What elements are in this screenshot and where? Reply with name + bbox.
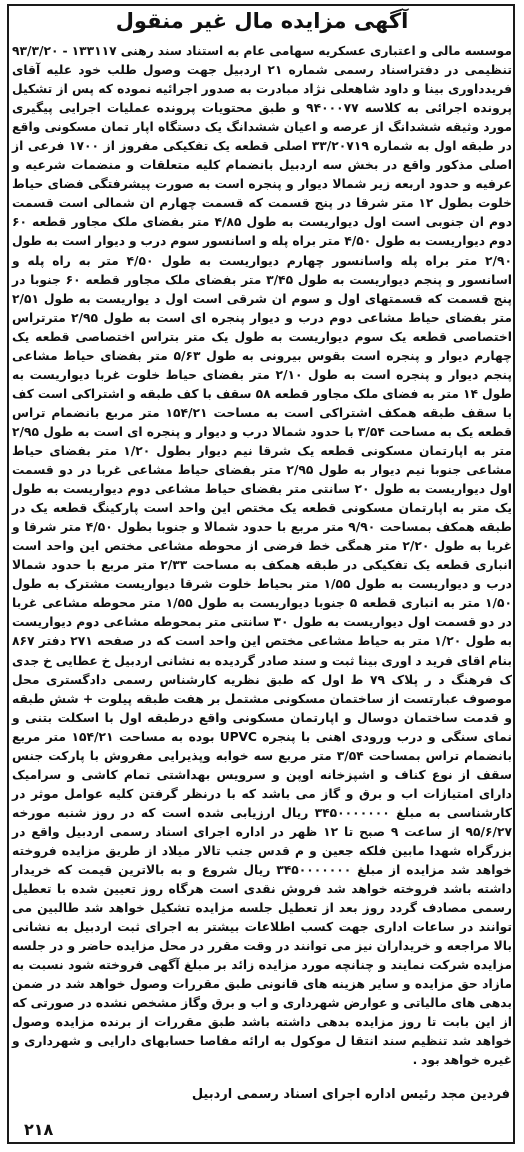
notice-body: موسسه مالی و اعتباری عسکریه سهامی عام به استناد سند رهنی ۱۳۳۱۱۷ - ۹۳/۳/۲۰ تنظیمی در دفتراسناد رسمی شماره ۲۱ اردبیل جهت وصول طلب خود علیه آقای فریدداوری بینا و داود شاهعلی نژاد مبادرت به صدور اجرائیه نموده که پس از تشکیل پرونده اجرائی به کلاسه ۹۴۰۰۰۷۷ و طبق محتویات پرونده عملیات اجرایی پیگیری مورد وثیقه ششدانگ از عرصه و اعیان ششدانگ یک دستگاه اپار تمان مسکونی واقع در طبقه اول به شماره ۳۳/۲۰۷۱۹ اصلی قطعه یک تفکیکی مفروز از ۱۷۰۰ فرعی از اصلی مذکور واقع در بخش سه اردبیل بانضمام کلیه متعلقات و منضمات شرعیه و عرفیه و حدود اربعه زیر شمالا دیوار و پنجره است به صورت پیشرفتگی فضای حیاط خلوت بطول ۱۲ متر شرقا در پنج قسمت که قسمت چهارم ان شمالی است قسمت دوم ان جنوبی است اول دیواریست به طول ۴/۸۵ متر بفضای ملک مجاور قطعه ۶۰ دوم دیواریست به طول ۴/۵۰ متر براه پله و اسانسور سوم درب و دیوار است به طول ۲/۹۰ متر براه پله واسانسور چهارم دیواریست به طول ۴/۵۰ متر به راه پله و اسانسور و پنجم دیواریست به طول ۳/۴۵ متر بفضای ملک مجاور قطعه ۶۰ جنوبا در پنج قسمت که قسمتهای اول و سوم ان شرقی است اول د یواریست به طول ۲/۵۱ متر بفضای حیاط مشاعی دوم درب و دیوار پنجره ای است به طول ۲/۹۵ مترتراس اختصاصی قطعه یک سوم دیواریست به طول یک متر بتراس اختصاصی قطعه یک چهارم دیوار و پنجره است بقوس بیرونی به طول ۵/۶۳ متر بفضای حیاط مشاعی پنجم دیوار و پنجره است به طول ۲/۱۰ متر بفضای حیاط خلوت غربا دیواریست به طول ۱۴ متر به فضای ملک مجاور قطعه ۵۸ سقف با کف طبقه و اشتراکی است کف با سقف طبقه همکف اشتراکی است به مساحت ۱۵۴/۲۱ متر مربع بانضمام تراس قطعه یک به مساحت ۳/۵۴ با حدود شمالا درب و دیوار و پنجره ای است به طول ۲/۹۵ متر به اپارتمان مسکونی قطعه یک شرقا نیم دیوار بطول ۱/۲۰ متر بفضای حیاط مشاعی جنوبا نیم دیوار به طول ۲/۹۵ متر بفضای حیاط مشاعی غربا در دو قسمت اول دیواریست به طول ۲۰ سانتی متر بفضای حیاط مشاعی دوم دیواریست به طول یک متر به اپارتمان مسکونی قطعه یک مختص این واحد است پارکینگ قطعه یک در طبقه همکف بمساحت ۹/۹۰ متر مربع با حدود شمالا و جنوبا بطول ۴/۵۰ متر شرقا و غربا به طول ۲/۲۰ متر همگی خط فرضی از محوطه مشاعی مختص این واحد است انباری قطعه یک تفکیکی در طبقه همکف به مساحت ۲/۳۳ متر مربع با حدود شمالا درب و دیواریست به طول ۱/۵۵ متر بحیاط خلوت شرقا دیواریست مشترک به طول ۱/۵۰ متر به انباری قطعه ۵ جنوبا دیواریست به طول ۱/۵۵ متر محوطه مشاعی غربا در دو قسمت اول دیواریست به طول ۳۰ سانتی متر بمحوطه مشاعی دوم دیواریست به طول ۱/۲۰ متر به حیاط مشاعی مختص این واحد است که در صفحه ۲۷۱ دفتر ۸۶۷ بنام اقای فرید د اوری بینا ثبت و سند صادر گردیده به نشانی اردبیل خ عطایی خ جدی ک فرهنگ د ر پلاک ۷۹ ط اول که طبق نظریه کارشناس رسمی دادگستری محل موصوف عبارتست از ساختمان مسکونی مشتمل بر هفت طبقه پیلوت + شش طبقه و قدمت ساختمان دوسال و اپارتمان مسکونی واقع درطبقه اول با اسکلت بتنی و نمای سنگی و درب ورودی اهنی با پنجره UPVC بوده به مساحت ۱۵۴/۲۱ متر مربع بانضمام تراس بمساحت ۳/۵۴ متر مربع سه خوابه وپذیرایی مفروش با پارکت جنس سقف از نوع کناف و اشپزخانه اوپن و سرویس بهداشتی تمام کاشی و سرامیک دارای امتیازات اب و برق و گاز می باشد که با درنظر گرفتن کلیه عوامل موثر در کارشناسی به مبلغ ۳۴۵۰۰۰۰۰۰۰ ریال ارزیابی شده است که در روز شنبه مورخه ۹۵/۶/۲۷ از ساعت ۹ صبح تا ۱۲ ظهر در اداره اجرای اسناد رسمی اردبیل واقع در بزرگراه شهدا مابین فلکه جعین و م قدس جنب تالار میلاد از طریق مزایده فروخته خواهد شد مزایده از مبلغ ۳۴۵۰۰۰۰۰۰۰ ریال شروع و به بالاترین قیمت که خریدار داشته باشد فروخته خواهد شد فروش نقدی است هرگاه روز تعیین شده با تعطیل رسمی مصادف گردد روز بعد از تعطیل جلسه مزایده تشکیل خواهد شد طالبین می توانند در ساعات اداری جهت کسب اطلاعات بیشتر به اجرای ثبت اردبیل به نشانی بالا مراجعه و خریداران نیز می توانند در وقت مقرر در محل مزایده حاضر و در جلسه مزایده شرکت نمایند و چنانچه مورد مزایده زائد بر مبلغ آگهی فروخته شود نسبت به مازاد حق مزایده و سایر هزینه های قانونی طبق مقررات وصول خواهد شد در ضمن بدهی های مالیاتی و عوارض شهرداری و اب و برق وگاز مشخص نشده در صورتی که از این بابت تا روز مزایده بدهی داشته باشد طبق مقررات از برنده مزایده وصول خواهد شد تنظیم سند انتقا ل موکول به ارائه مفاصا حسابهای دارایی و شهرداری و غیره خواهد بود .: [12, 44, 513, 1068]
notice-signature: فردین مجد رئیس اداره اجرای اسناد رسمی اردبیل: [191, 1087, 510, 1102]
notice-code: ۲۱۸: [24, 1120, 54, 1139]
notice-title: آگهی مزایده مال غیر منقول: [115, 9, 409, 33]
